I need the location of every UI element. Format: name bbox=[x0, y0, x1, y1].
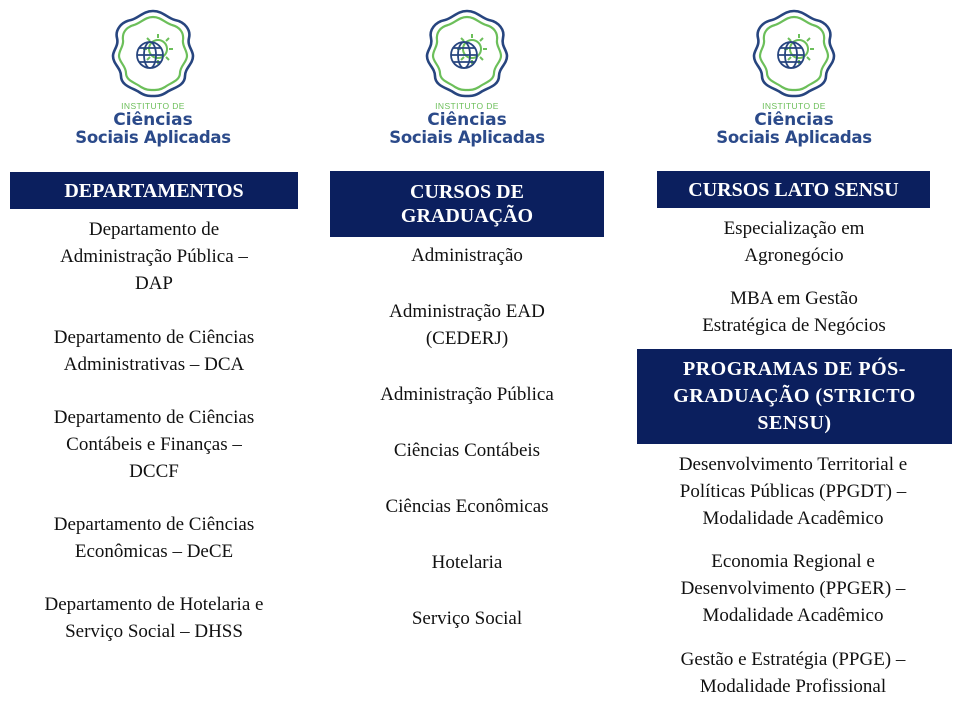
item-line: DCCF bbox=[129, 461, 179, 482]
item-line: Contábeis e Finanças – bbox=[66, 434, 242, 455]
logo-name-line1: Ciências bbox=[113, 110, 193, 130]
item-line: Estratégica de Negócios bbox=[702, 315, 886, 336]
institute-logo-1 bbox=[63, 0, 243, 160]
logo-name-line1: Ciências bbox=[754, 110, 834, 130]
course-item bbox=[314, 605, 620, 632]
item-line: Serviço Social – DHSS bbox=[65, 621, 243, 642]
item-line: Departamento de bbox=[88, 219, 220, 240]
item-line: MBA em Gestão bbox=[730, 288, 858, 309]
item-line: Modalidade Acadêmico bbox=[702, 605, 884, 626]
item-line: Econômicas – DeCE bbox=[74, 541, 234, 562]
item-line: DAP bbox=[134, 273, 173, 294]
department-item bbox=[0, 511, 308, 565]
stricto-sensu-item bbox=[630, 646, 956, 700]
item-line: Departamento de Ciências bbox=[53, 407, 255, 428]
item-line: Departamento de Ciências bbox=[53, 327, 255, 348]
logo-name-line2: Sociais Aplicadas bbox=[389, 128, 545, 147]
stricto-sensu-header bbox=[637, 349, 952, 444]
course-item bbox=[314, 298, 620, 352]
item-line: Modalidade Profissional bbox=[699, 676, 887, 697]
graduacao-header-line1: CURSOS DE bbox=[410, 181, 524, 203]
logo-institute-line: INSTITUTO DE bbox=[121, 101, 185, 111]
stricto-sensu-header-line2: GRADUAÇÃO (STRICTO bbox=[673, 385, 916, 407]
logo-institute-line: INSTITUTO DE bbox=[762, 101, 826, 111]
item-line: Departamento de Ciências bbox=[53, 514, 255, 535]
item-line: Administração Pública – bbox=[60, 246, 248, 267]
course-item bbox=[314, 549, 620, 576]
graduacao-header-line2: GRADUAÇÃO bbox=[400, 205, 534, 227]
course-item bbox=[314, 242, 620, 269]
lato-sensu-header-text: CURSOS LATO SENSU bbox=[688, 178, 899, 201]
item-line: Administração bbox=[411, 245, 523, 266]
logo-institute-line: INSTITUTO DE bbox=[435, 101, 499, 111]
item-line: Especialização em bbox=[723, 218, 865, 239]
stricto-sensu-header-line3: SENSU) bbox=[757, 412, 832, 434]
stricto-sensu-item bbox=[630, 548, 956, 629]
item-line: Desenvolvimento Territorial e bbox=[678, 454, 908, 475]
institute-logo-2 bbox=[377, 0, 557, 160]
item-line: Administrativas – DCA bbox=[63, 354, 245, 375]
item-line: Ciências Contábeis bbox=[393, 440, 541, 461]
lato-sensu-item bbox=[636, 285, 952, 339]
logo-name-line2: Sociais Aplicadas bbox=[716, 128, 872, 147]
lato-sensu-item bbox=[636, 215, 952, 269]
course-item bbox=[314, 437, 620, 464]
course-item bbox=[314, 381, 620, 408]
institute-emblem-icon bbox=[111, 8, 195, 98]
departamentos-header bbox=[10, 172, 298, 209]
item-line: Hotelaria bbox=[431, 552, 503, 573]
stricto-sensu-header-line1: PROGRAMAS DE PÓS- bbox=[683, 358, 906, 380]
item-line: Serviço Social bbox=[411, 608, 523, 629]
lato-sensu-header bbox=[657, 171, 930, 208]
item-line: (CEDERJ) bbox=[425, 328, 509, 349]
department-item bbox=[0, 216, 308, 297]
item-line: Administração Pública bbox=[380, 384, 554, 405]
item-line: Desenvolvimento (PPGER) – bbox=[680, 578, 906, 599]
departamentos-header-text: DEPARTAMENTOS bbox=[64, 179, 244, 202]
graduacao-header bbox=[330, 171, 604, 237]
item-line: Departamento de Hotelaria e bbox=[44, 594, 264, 615]
item-line: Políticas Públicas (PPGDT) – bbox=[679, 481, 907, 502]
item-line: Modalidade Acadêmico bbox=[702, 508, 884, 529]
logo-name-line2: Sociais Aplicadas bbox=[75, 128, 231, 147]
stricto-sensu-item bbox=[630, 451, 956, 532]
logo-name-line1: Ciências bbox=[427, 110, 507, 130]
department-item bbox=[0, 324, 308, 378]
item-line: Ciências Econômicas bbox=[385, 496, 549, 517]
course-item bbox=[314, 493, 620, 520]
institute-emblem-icon bbox=[752, 8, 836, 98]
department-item bbox=[0, 404, 308, 485]
item-line: Gestão e Estratégia (PPGE) – bbox=[680, 649, 906, 670]
institute-emblem-icon bbox=[425, 8, 509, 98]
institute-logo-3 bbox=[704, 0, 884, 160]
item-line: Administração EAD bbox=[389, 301, 545, 322]
department-item bbox=[0, 591, 308, 645]
item-line: Economia Regional e bbox=[711, 551, 875, 572]
item-line: Agronegócio bbox=[744, 245, 844, 266]
